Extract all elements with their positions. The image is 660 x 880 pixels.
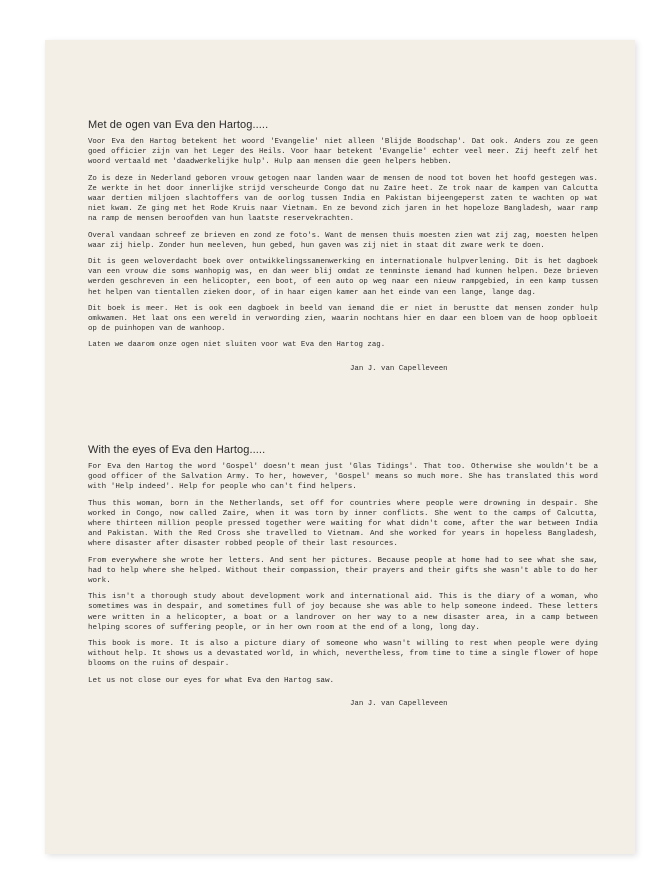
- english-paragraph-4: This isn't a thorough study about development work and international aid. This is the diary of a woman, who sometimes was in despair, and sometimes full of joy because she was able to help someone indeed. These letters were written in a helicopter, a boat or a landrover on her way to a new disaster area, in a camp between helping scores of suffering people, or in her own room at the end of a long, long day.: [88, 593, 598, 632]
- dutch-signature: Jan J. van Capelleveen: [350, 364, 448, 373]
- dutch-paragraph-4: Dit is geen weloverdacht boek over ontwikkelingssamenwerking en internationale hulpverlening. Dit is het dagboek van een vrouw die soms wanhopig was, en dan weer blij omdat ze tenminste iemand had kunnen helpen. Deze brieven werden geschreven in een helicopter, een boot, of een auto op weg naar een nieuw rampgebied, in een kamp tussen het helpen van tientallen zieken door, of in haar eigen kamer aan het einde van een lange, lange dag.: [88, 258, 598, 297]
- dutch-paragraph-2: Zo is deze in Nederland geboren vrouw getogen naar landen waar de mensen de nood tot boven het hoofd gestegen was. Ze werkte in het door innerlijke strijd verscheurde Congo dat nu Zaïre heet. Ze trok naar de kampen van Calcutta waar dertien miljoen slachtoffers van de oorlog tussen India en Pakistan bijeengeperst zaten te wachten op wat niet kwam. Ze ging met het Rode Kruis naar Vietnam. En ze bevond zich jaren in het hopeloze Bangladesh, waar ramp na ramp de mensen beroofden van hun laatste reservekrachten.: [88, 174, 598, 224]
- english-paragraph-5: This book is more. It is also a picture diary of someone who wasn't willing to rest when people were dying without help. It shows us a devastated world, in which, nevertheless, from time to time a single flower of hope blooms on the ruins of despair.: [88, 640, 598, 669]
- book-page: [45, 40, 635, 854]
- dutch-paragraph-3: Overal vandaan schreef ze brieven en zond ze foto's. Want de mensen thuis moesten zien wat zij zag, moesten helpen waar zij hielp. Zonder hun meeleven, hun gebed, hun gaven was zij niet in staat dit zware werk te doen.: [88, 231, 598, 250]
- english-paragraph-3: From everywhere she wrote her letters. And sent her pictures. Because people at home had to see what she saw, had to help where she helped. Without their compassion, their prayers and their gifts she wasn't able to do her work.: [88, 556, 598, 586]
- english-paragraph-1: For Eva den Hartog the word 'Gospel' doesn't mean just 'Glas Tidings'. That too. Otherwise she wouldn't be a good officer of the Salvation Army. To her, however, 'Gospel' means so much more. She has translated this word with 'Help indeed'. Help for people who can't find helpers.: [88, 463, 598, 492]
- english-section: [88, 444, 598, 708]
- english-signature: Jan J. van Capelleveen: [350, 699, 448, 708]
- english-title: With the eyes of Eva den Hartog.....: [88, 444, 266, 456]
- dutch-paragraph-1: Voor Eva den Hartog betekent het woord 'Evangelie' niet alleen 'Blijde Boodschap'. Dat ook. Anders zou ze geen goed officier zijn van het Leger des Heils. Voor haar betekent 'Evangelie' echter veel meer. Zij heeft zelf het woord vertaald met 'daadwerkelijke hulp'. Hulp aan mensen die geen helpers hebben.: [88, 138, 598, 167]
- dutch-paragraph-6: Laten we daarom onze ogen niet sluiten voor wat Eva den Hartog zag.: [88, 341, 386, 350]
- dutch-title: Met de ogen van Eva den Hartog.....: [88, 119, 269, 131]
- english-paragraph-2: Thus this woman, born in the Netherlands, set off for countries where people were drowning in despair. She worked in Congo, now called Zaire, when it was torn by inner conflicts. She went to the camps of Calcutta, where thirteen million people pressed together were waiting for what didn't come, after the war between India and Pakistan. With the Red Cross she travelled to Vietnam. And she worked for years in hopeless Bangladesh, where disaster after disaster robbed people of their last resources.: [88, 499, 598, 549]
- dutch-paragraph-5: Dit boek is meer. Het is ook een dagboek in beeld van iemand die er niet in berustte dat mensen zonder hulp omkwamen. Het laat ons een wereld in verwording zien, waarin nochtans hier en daar een bloem van de hoop opbloeit op de puinhopen van de wanhoop.: [88, 304, 598, 334]
- dutch-section: [88, 119, 598, 373]
- english-paragraph-6: Let us not close our eyes for what Eva den Hartog saw.: [88, 676, 335, 685]
